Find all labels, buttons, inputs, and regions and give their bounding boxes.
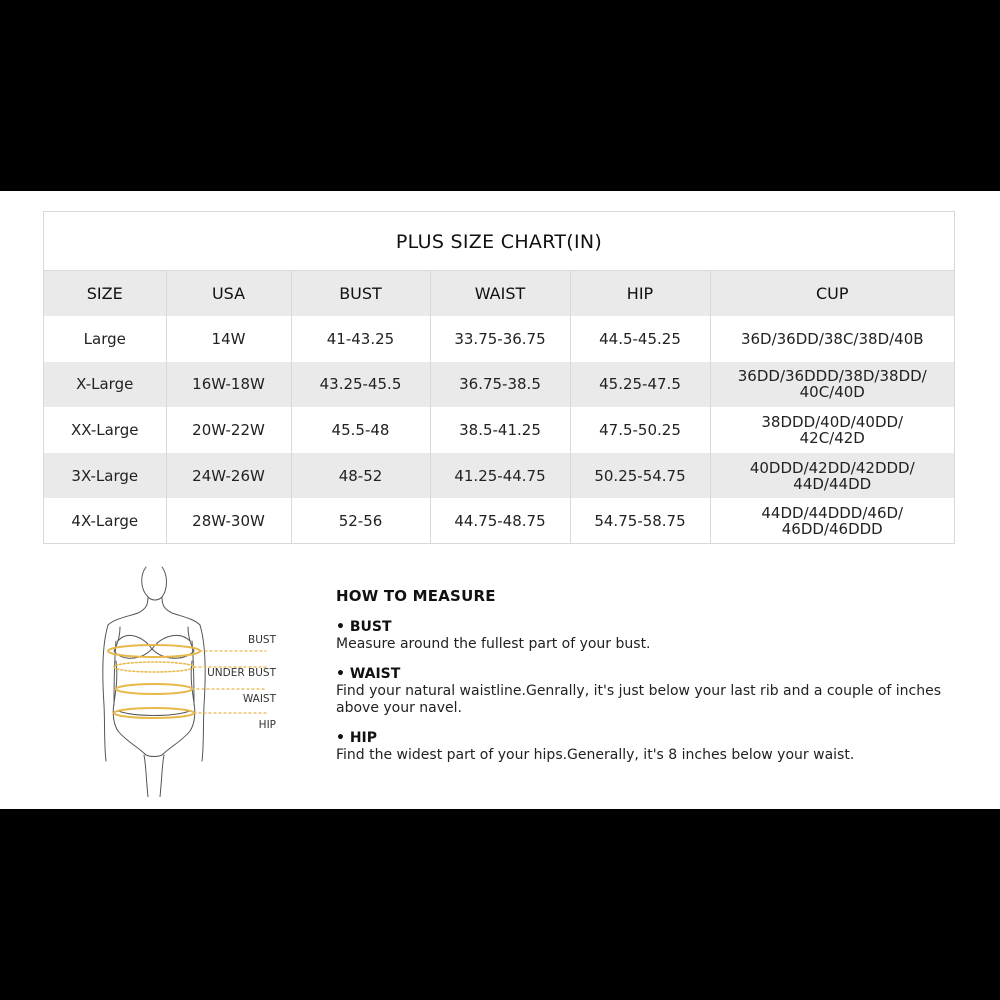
cell-size: Large [83,329,126,348]
cell-cup: 36DD/36DDD/38D/38DD/ 40C/40D [710,362,954,408]
measure-item-heading: • HIP [336,730,378,746]
label-under-bust: UNDER BUST [207,667,276,679]
measure-item-hip [336,730,956,764]
cell-cup: 36D/36DD/38C/38D/40B [710,316,954,362]
table-row [44,316,954,362]
table-row [44,498,954,544]
measure-item-bust [336,619,956,653]
header-bust: BUST [291,271,430,316]
header-usa: USA [166,271,291,316]
measure-item-description: Measure around the fullest part of your bust. [336,636,651,652]
cell-bust: 41-43.25 [291,316,430,362]
cell-usa: 20W-22W [166,407,291,453]
cell-waist: 41.25-44.75 [430,453,570,499]
how-to-measure-title: HOW TO MEASURE [336,587,496,605]
cell-usa: 14W [166,316,291,362]
measure-item-heading: • BUST [336,619,392,635]
cell-usa: 16W-18W [166,362,291,408]
cell-hip: 44.5-45.25 [570,316,710,362]
header-waist: WAIST [430,271,570,316]
cell-cup: 44DD/44DDD/46D/ 46DD/46DDD [710,498,954,544]
label-waist: WAIST [242,693,276,705]
table-row [44,362,954,408]
cell-waist: 33.75-36.75 [430,316,570,362]
cell-waist: 38.5-41.25 [430,407,570,453]
cell-size: XX-Large [71,420,139,439]
cell-bust: 45.5-48 [291,407,430,453]
measure-item-description: Find your natural waistline.Genrally, it's just below your last rib and a couple of inches above your navel. [336,683,942,716]
cell-cup: 40DDD/42DD/42DDD/ 44D/44DD [710,453,954,499]
cell-waist: 44.75-48.75 [430,498,570,544]
cell-hip: 54.75-58.75 [570,498,710,544]
cell-hip: 50.25-54.75 [570,453,710,499]
header-size: SIZE [44,271,166,316]
cell-size: X-Large [44,362,166,408]
cell-usa: 28W-30W [166,498,291,544]
size-chart [43,211,955,544]
label-bust: BUST [248,634,276,646]
cell-size: 3X-Large [44,453,166,499]
cell-cup: 38DDD/40D/40DD/ 42C/42D [710,407,954,453]
cell-usa: 24W-26W [166,453,291,499]
cell-size: 4X-Large [71,512,139,531]
body-silhouette-icon [96,565,276,797]
cell-bust: 52-56 [291,498,430,544]
size-chart-panel [0,191,1000,809]
cell-hip: 47.5-50.25 [570,407,710,453]
size-table [44,271,954,544]
measure-item-heading: • WAIST [336,666,401,682]
measure-item-description: Find the widest part of your hips.Generally, it's 8 inches below your waist. [336,747,855,763]
how-to-measure [336,587,956,777]
cell-hip: 45.25-47.5 [570,362,710,408]
body-measurement-figure [96,565,276,797]
cell-bust: 43.25-45.5 [291,362,430,408]
cell-waist: 36.75-38.5 [430,362,570,408]
chart-title: PLUS SIZE CHART(IN) [44,212,954,271]
header-row [44,271,954,316]
header-cup: CUP [710,271,954,316]
label-hip: HIP [258,719,276,731]
measure-item-waist [336,666,956,717]
header-hip: HIP [570,271,710,316]
table-row [44,407,954,453]
cell-bust: 48-52 [291,453,430,499]
table-row [44,453,954,499]
